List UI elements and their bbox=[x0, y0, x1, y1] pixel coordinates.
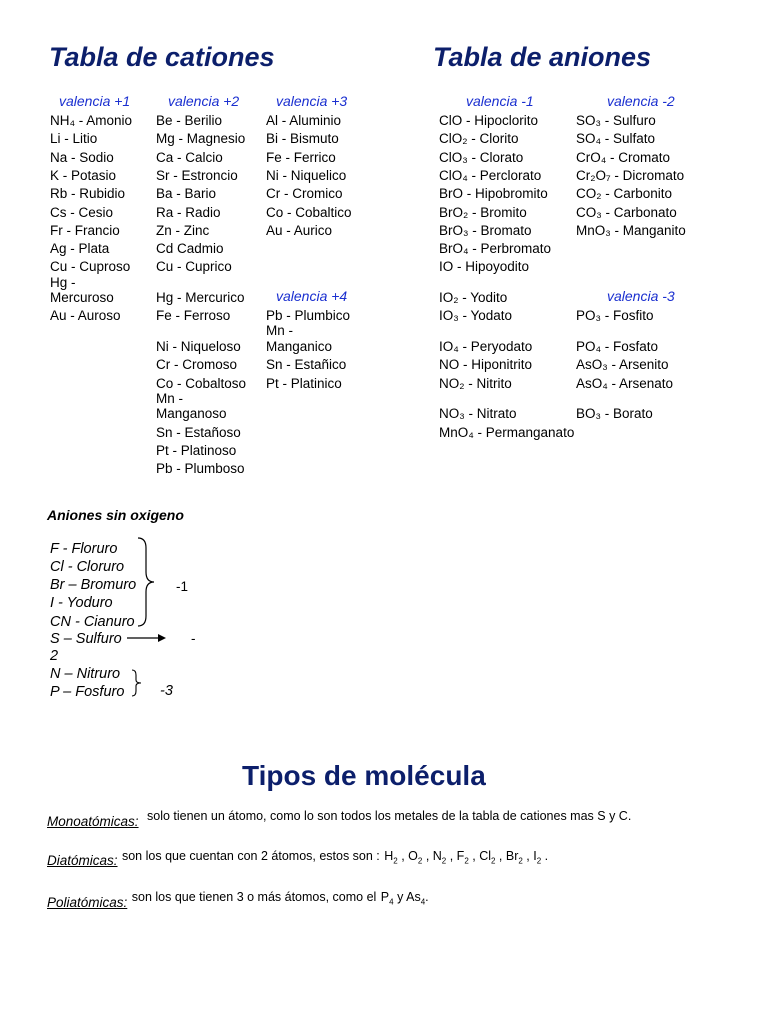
list-item: ClO₂ - Clorito bbox=[439, 131, 519, 147]
valencia-plus2-header: valencia +2 bbox=[168, 93, 240, 109]
diatomic-i: $I_2$ bbox=[533, 849, 542, 866]
list-item: Mg - Magnesio bbox=[156, 131, 246, 147]
arrow-right-icon bbox=[127, 633, 167, 643]
list-item: AsO₄ - Arsenato bbox=[576, 375, 674, 391]
list-item: BrO₄ - Perbromato bbox=[439, 241, 552, 257]
poliatomic-examples: P4 y As4. bbox=[380, 890, 429, 907]
diatomicas-text: son los que cuentan con 2 átomos, estos son : bbox=[121, 849, 380, 863]
list-item: Ni - Niquelico bbox=[266, 167, 347, 183]
list-item: BrO₂ - Bromito bbox=[439, 204, 527, 220]
diatomic-n: $N_2$ bbox=[432, 849, 447, 866]
list-item: Bi - Bismuto bbox=[266, 131, 339, 147]
list-item: K - Potasio bbox=[50, 167, 117, 183]
sin-oxigeno-heading: Aniones sin oxigeno bbox=[47, 507, 184, 523]
list-item: Li - Litio bbox=[50, 131, 98, 147]
diatomic-list: H2 , O2 , N2 , F2 , Cl2 , Br2 , I2 . bbox=[384, 849, 549, 866]
brace-icon bbox=[130, 668, 144, 698]
poliatomicas-label: Poliatómicas: bbox=[47, 895, 128, 910]
list-item: Co - Cobaltoso bbox=[156, 375, 247, 391]
list-item: Hg - bbox=[50, 275, 76, 290]
list-item: I - Yoduro bbox=[50, 595, 113, 611]
monoatomicas-label: Monoatómicas: bbox=[47, 814, 139, 829]
list-item: Cd Cadmio bbox=[156, 241, 224, 257]
list-item: NO₂ - Nitrito bbox=[439, 375, 512, 391]
list-item: P – Fosfuro bbox=[50, 684, 125, 700]
list-item: MnO₃ - Manganito bbox=[576, 222, 686, 238]
list-item: Mercuroso bbox=[50, 290, 114, 305]
list-item: Cs - Cesio bbox=[50, 204, 114, 220]
list-item: MnO₄ - Permanganato bbox=[439, 424, 575, 440]
list-item: Br – Bromuro bbox=[50, 577, 137, 593]
list-item: SO₃ - Sulfuro bbox=[576, 113, 656, 128]
list-item: Cr₂O₇ - Dicromato bbox=[576, 167, 685, 183]
list-item: NO₃ - Nitrato bbox=[439, 406, 517, 421]
list-item: Cl - Cloruro bbox=[50, 559, 125, 575]
list-item: NH₄ - Amonio bbox=[50, 113, 133, 128]
list-item: ClO₃ - Clorato bbox=[439, 149, 524, 165]
list-item: PO₃ - Fosfito bbox=[576, 308, 654, 323]
list-item: 2 bbox=[50, 648, 59, 664]
list-item: Hg - Mercurico bbox=[156, 290, 245, 305]
list-item: Manganoso bbox=[156, 406, 227, 421]
list-item: Fe - Ferroso bbox=[156, 308, 231, 323]
list-item: IO₄ - Peryodato bbox=[439, 339, 533, 354]
list-item: CN - Cianuro bbox=[50, 614, 135, 630]
monoatomicas-row bbox=[47, 809, 632, 831]
list-item: Ni - Niqueloso bbox=[156, 339, 241, 354]
list-item: Na - Sodio bbox=[50, 149, 114, 165]
poliatomicas-text: son los que tienen 3 o más átomos, como el bbox=[131, 890, 377, 904]
monoatomicas-text: solo tienen un átomo, como lo son todos los metales de la tabla de cationes mas S y C. bbox=[147, 809, 632, 823]
list-item: Sr - Estroncio bbox=[156, 167, 238, 183]
list-item: Ra - Radio bbox=[156, 204, 221, 220]
list-item: Cr - Cromico bbox=[266, 186, 343, 202]
list-item: Cu - Cuproso bbox=[50, 259, 131, 275]
list-item: N – Nitruro bbox=[50, 666, 121, 682]
valencia-plus3-header: valencia +3 bbox=[276, 93, 348, 109]
list-item: ClO₄ - Perclorato bbox=[439, 167, 542, 183]
list-item: BrO₃ - Bromato bbox=[439, 222, 532, 238]
list-item: Ag - Plata bbox=[50, 241, 110, 257]
diatomicas-label: Diatómicas: bbox=[47, 853, 118, 868]
list-item: Rb - Rubidio bbox=[50, 186, 126, 202]
list-item: IO₃ - Yodato bbox=[439, 308, 513, 323]
list-item: Ca - Calcio bbox=[156, 149, 223, 165]
list-item: Fe - Ferrico bbox=[266, 149, 336, 165]
diatomic-cl: $Cl_2$ bbox=[479, 849, 496, 866]
diatomic-o: $O_2$ bbox=[408, 849, 423, 866]
list-item: Al - Aluminio bbox=[266, 113, 342, 128]
list-item: IO₂ - Yodito bbox=[439, 290, 508, 305]
list-item: Ba - Bario bbox=[156, 186, 217, 202]
valencia-minus2-header: valencia -2 bbox=[607, 93, 675, 109]
group1-valence: -1 bbox=[176, 579, 189, 594]
valencia-plus1-header: valencia +1 bbox=[59, 93, 131, 109]
valencia-plus4-header: valencia +4 bbox=[276, 288, 348, 304]
diatomic-h: $H_2$ bbox=[384, 849, 398, 866]
valencia-minus3-header: valencia -3 bbox=[607, 288, 675, 304]
list-item: Au - Auroso bbox=[50, 308, 121, 323]
list-item: Pt - Platinoso bbox=[156, 442, 237, 458]
list-item: Co - Cobaltico bbox=[266, 204, 352, 220]
list-item: Pb - Plumbico bbox=[266, 308, 351, 323]
list-item: BrO - Hipobromito bbox=[439, 186, 548, 202]
anions-title: Tabla de aniones bbox=[433, 42, 652, 72]
list-item: Pt - Platinico bbox=[266, 375, 342, 391]
list-item: NO - Hiponitrito bbox=[439, 357, 533, 372]
brace-icon bbox=[136, 536, 160, 628]
list-item: CO₃ - Carbonato bbox=[576, 204, 677, 220]
list-item: IO - Hipoyodito bbox=[439, 259, 530, 275]
list-item: Mn - bbox=[266, 323, 293, 338]
list-item: Mn - bbox=[156, 391, 183, 406]
diatomic-f: $F_2$ bbox=[456, 849, 469, 866]
list-item: Au - Aurico bbox=[266, 222, 333, 238]
list-item: ClO - Hipoclorito bbox=[439, 113, 539, 128]
list-item: Cr - Cromoso bbox=[156, 357, 238, 372]
list-item: AsO₃ - Arsenito bbox=[576, 357, 669, 372]
molecule-title: Tipos de molécula bbox=[242, 760, 486, 791]
diatomic-br: $Br_2$ bbox=[505, 849, 523, 866]
list-item: Sn - Estañoso bbox=[156, 424, 241, 440]
list-item: Pb - Plumboso bbox=[156, 461, 245, 476]
list-item: Sn - Estañico bbox=[266, 357, 347, 372]
poliatomicas-row bbox=[47, 890, 429, 913]
list-item: Manganico bbox=[266, 339, 333, 354]
list-item: F - Floruro bbox=[50, 541, 118, 557]
list-item: Be - Berilio bbox=[156, 113, 223, 128]
group3-valence: -3 bbox=[160, 683, 173, 699]
valencia-minus1-header: valencia -1 bbox=[466, 93, 534, 109]
list-item: Fr - Francio bbox=[50, 222, 120, 238]
cations-title: Tabla de cationes bbox=[49, 42, 275, 72]
sulfuro-dash: - bbox=[191, 631, 196, 646]
list-item: PO₄ - Fosfato bbox=[576, 339, 659, 354]
list-item: SO₄ - Sulfato bbox=[576, 131, 656, 147]
list-item: CrO₄ - Cromato bbox=[576, 149, 671, 165]
list-item: CO₂ - Carbonito bbox=[576, 186, 673, 202]
diatomicas-row bbox=[47, 849, 549, 871]
list-item: Zn - Zinc bbox=[156, 222, 210, 238]
list-item: S – Sulfuro bbox=[50, 631, 122, 647]
list-item: BO₃ - Borato bbox=[576, 406, 653, 421]
list-item: Cu - Cuprico bbox=[156, 259, 232, 275]
